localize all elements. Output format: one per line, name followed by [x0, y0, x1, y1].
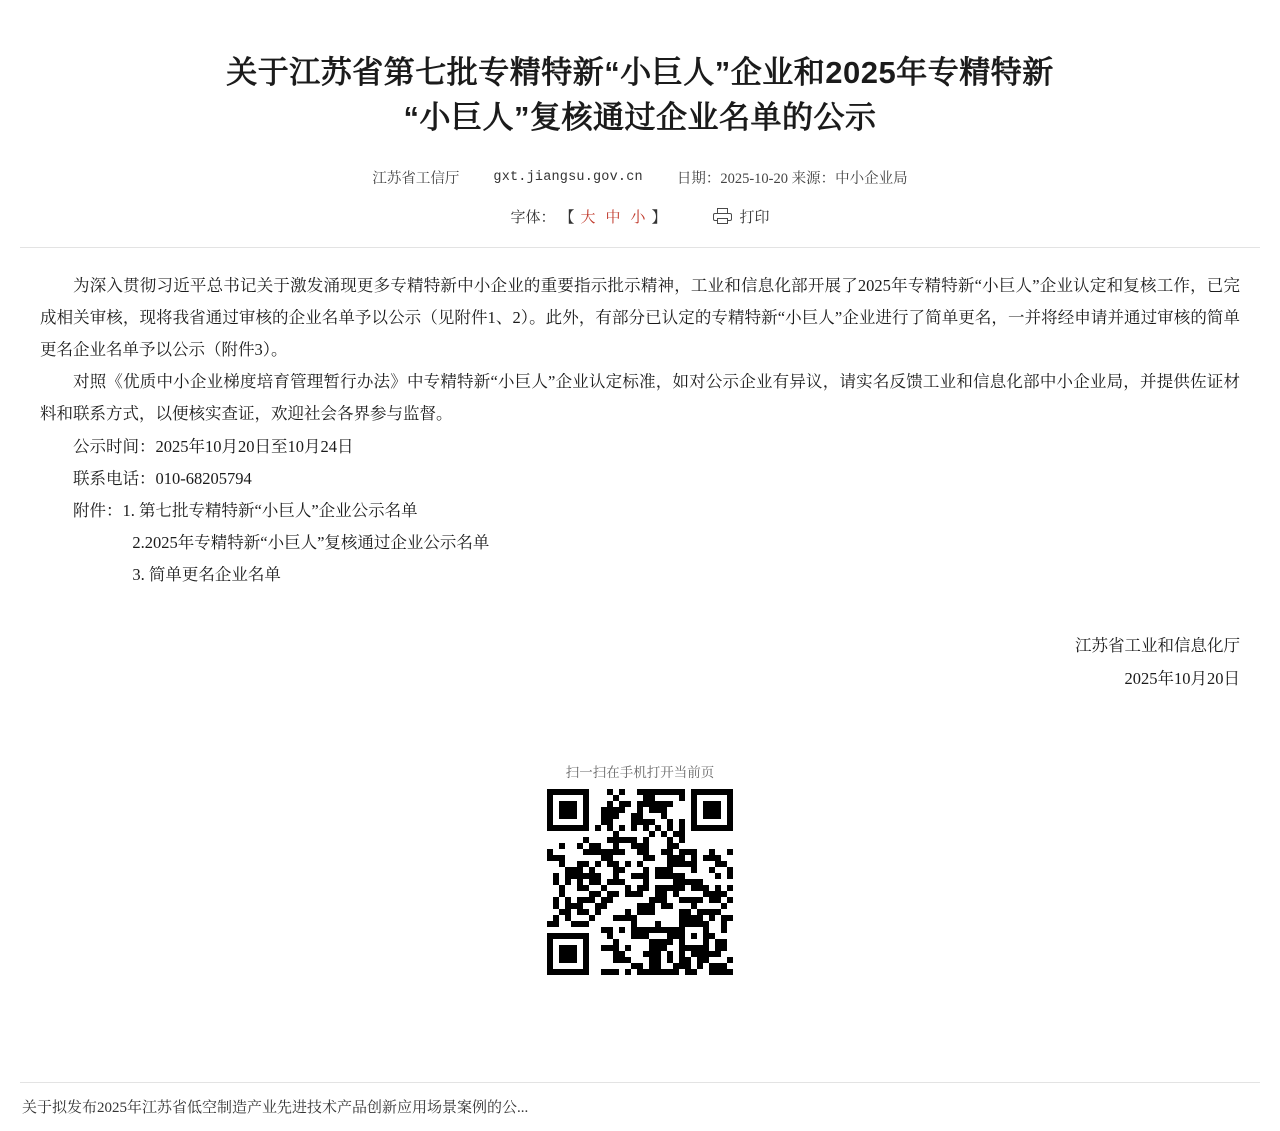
print-label: 打印: [739, 208, 770, 226]
signature-org: 江苏省工业和信息化厅: [1075, 636, 1240, 656]
qr-code-image: [547, 789, 733, 975]
article-controls: [20, 206, 1260, 227]
article-meta: [20, 167, 1260, 188]
attachment-item-2: 2.2025年专精特新“小巨人”复核通过企业公示名单: [132, 533, 490, 553]
meta-date-source: 日期：2025-10-20 来源：中小企业局: [676, 170, 908, 187]
page-title: [20, 21, 1260, 141]
font-size-large-button[interactable]: 大: [580, 208, 596, 226]
signature-date: 2025年10月20日: [1124, 669, 1240, 689]
font-size-switcher: [510, 206, 666, 227]
qr-caption: 扫一扫在手机打开当前页: [565, 765, 715, 781]
qr-code-block: [510, 761, 770, 980]
attachment-item-3: 3. 简单更名企业名单: [132, 565, 281, 585]
page-title-line-2: “小巨人”复核通过企业名单的公示: [403, 99, 877, 135]
body-paragraph-1: 为深入贯彻习近平总书记关于激发涌现更多专精特新中小企业的重要指示批示精神，工业和信息化部开展了2025年专精特新“小巨人”企业认定和复核工作，已完成相关审核，现将我省通过审核的企业名单予以公示（见附件1、2）。此外，有部分已认定的专精特新“小巨人”企业进行了简单更名，一并将经申请并通过审核的简单更名企业名单予以公示（附件3）。: [40, 275, 1240, 359]
document-page: [0, 21, 1280, 1131]
printer-icon: [713, 208, 732, 224]
print-button[interactable]: [713, 206, 770, 227]
footer-divider: [20, 1082, 1260, 1083]
bracket-right: 】: [651, 208, 667, 226]
meta-source-url: gxt.jiangsu.gov.cn: [493, 169, 643, 185]
contact-phone: 联系电话：010-68205794: [73, 468, 252, 488]
font-size-label: 字体：: [510, 208, 556, 226]
signature-block: [40, 591, 1240, 695]
font-size-medium-button[interactable]: 中: [605, 208, 621, 226]
related-article-link[interactable]: 关于拟发布2025年江苏省低空制造产业先进技术产品创新应用场景案例的公...: [22, 1099, 529, 1116]
page-title-line-1: 关于江苏省第七批专精特新“小巨人”企业和2025年专精特新: [226, 54, 1054, 90]
body-paragraph-2: 对照《优质中小企业梯度培育管理暂行办法》中专精特新“小巨人”企业认定标准，如对公示企业有异议，请实名反馈工业和信息化部中小企业局，并提供佐证材料和联系方式，以便核实查证，欢迎社会各界参与监督。: [40, 372, 1240, 424]
attachment-item-1: 附件：1. 第七批专精特新“小巨人”企业公示名单: [73, 500, 418, 520]
bracket-left: 【: [559, 208, 575, 226]
meta-department: 江苏省工信厅: [372, 170, 460, 187]
font-size-small-button[interactable]: 小: [630, 208, 646, 226]
publicity-period: 公示时间：2025年10月20日至10月24日: [73, 436, 354, 456]
article-body: [40, 248, 1240, 592]
